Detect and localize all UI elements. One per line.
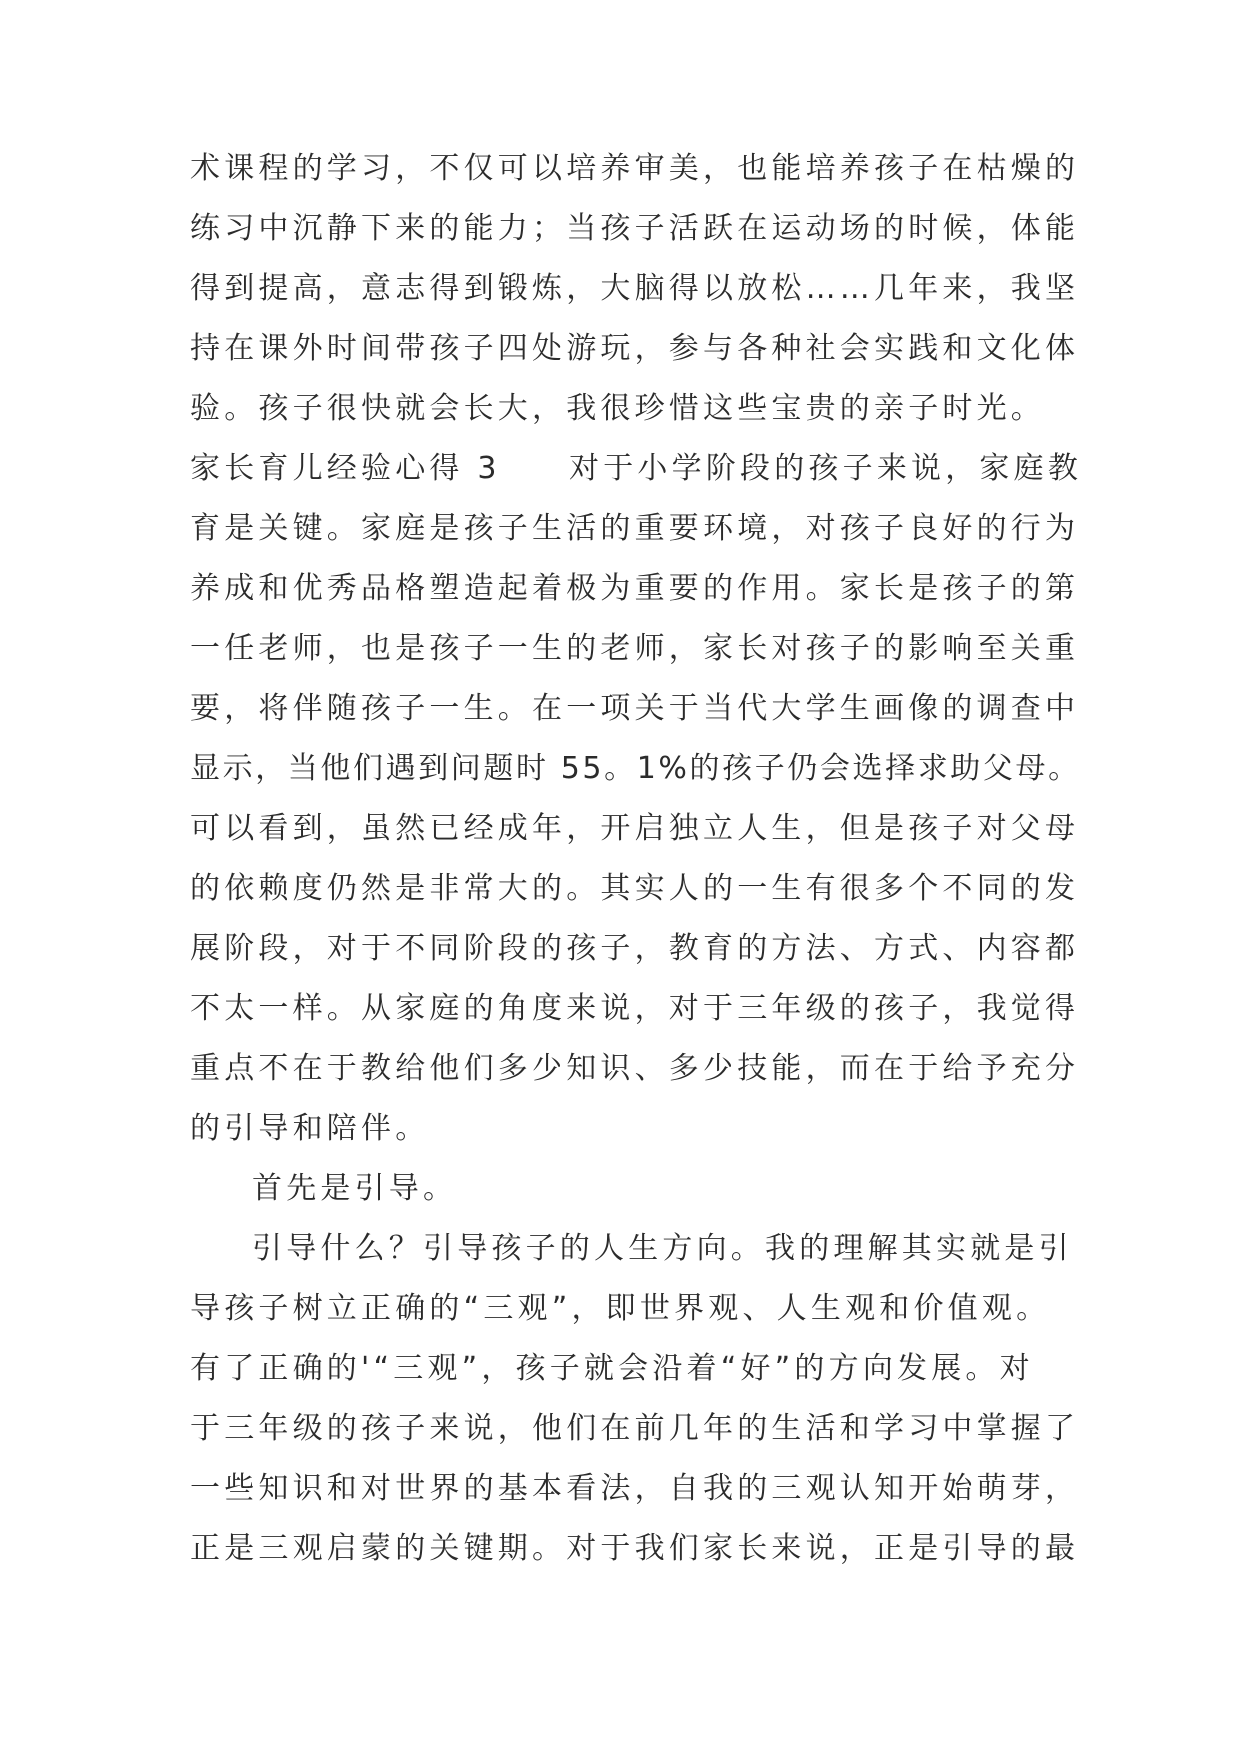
section-heading-line: 家长育儿经验心得 3 对于小学阶段的孩子来说，家庭教	[190, 451, 1083, 486]
text-line: 正是三观启蒙的关键期。对于我们家长来说，正是引导的最	[190, 1531, 1080, 1566]
text-line: 一任老师，也是孩子一生的老师，家长对孩子的影响至关重	[190, 631, 1080, 666]
text-line: 养成和优秀品格塑造起着极为重要的作用。家长是孩子的第	[190, 571, 1080, 606]
text-line: 得到提高，意志得到锻炼，大脑得以放松……几年来，我坚	[190, 271, 1080, 306]
text-line: 术课程的学习，不仅可以培养审美，也能培养孩子在枯燥的	[190, 151, 1080, 186]
paragraph-line: 首先是引导。	[252, 1171, 458, 1206]
text-line: 持在课外时间带孩子四处游玩，参与各种社会实践和文化体	[190, 331, 1080, 366]
text-line: 展阶段，对于不同阶段的孩子，教育的方法、方式、内容都	[190, 931, 1080, 966]
text-line: 于三年级的孩子来说，他们在前几年的生活和学习中掌握了	[190, 1411, 1080, 1446]
text-line: 要，将伴随孩子一生。在一项关于当代大学生画像的调查中	[190, 691, 1080, 726]
text-line: 验。孩子很快就会长大，我很珍惜这些宝贵的亲子时光。	[190, 391, 1045, 426]
text-line: 的依赖度仍然是非常大的。其实人的一生有很多个不同的发	[190, 871, 1080, 906]
text-line: 显示，当他们遇到问题时 55。1%的孩子仍会选择求助父母。	[190, 751, 1081, 786]
text-line: 可以看到，虽然已经成年，开启独立人生，但是孩子对父母	[190, 811, 1080, 846]
text-line: 的引导和陪伴。	[190, 1111, 430, 1146]
text-line: 有了正确的'“三观”，孩子就会沿着“好”的方向发展。对	[190, 1351, 1034, 1386]
text-line: 导孩子树立正确的“三观”，即世界观、人生观和价值观。	[190, 1291, 1051, 1326]
text-line: 一些知识和对世界的基本看法，自我的三观认知开始萌芽，	[190, 1471, 1080, 1506]
text-line: 重点不在于教给他们多少知识、多少技能，而在于给予充分	[190, 1051, 1080, 1086]
text-line: 练习中沉静下来的能力；当孩子活跃在运动场的时候，体能	[190, 211, 1080, 246]
text-line: 育是关键。家庭是孩子生活的重要环境，对孩子良好的行为	[190, 511, 1080, 546]
paragraph-line: 引导什么？引导孩子的人生方向。我的理解其实就是引	[252, 1231, 1073, 1266]
text-line: 不太一样。从家庭的角度来说，对于三年级的孩子，我觉得	[190, 991, 1080, 1026]
